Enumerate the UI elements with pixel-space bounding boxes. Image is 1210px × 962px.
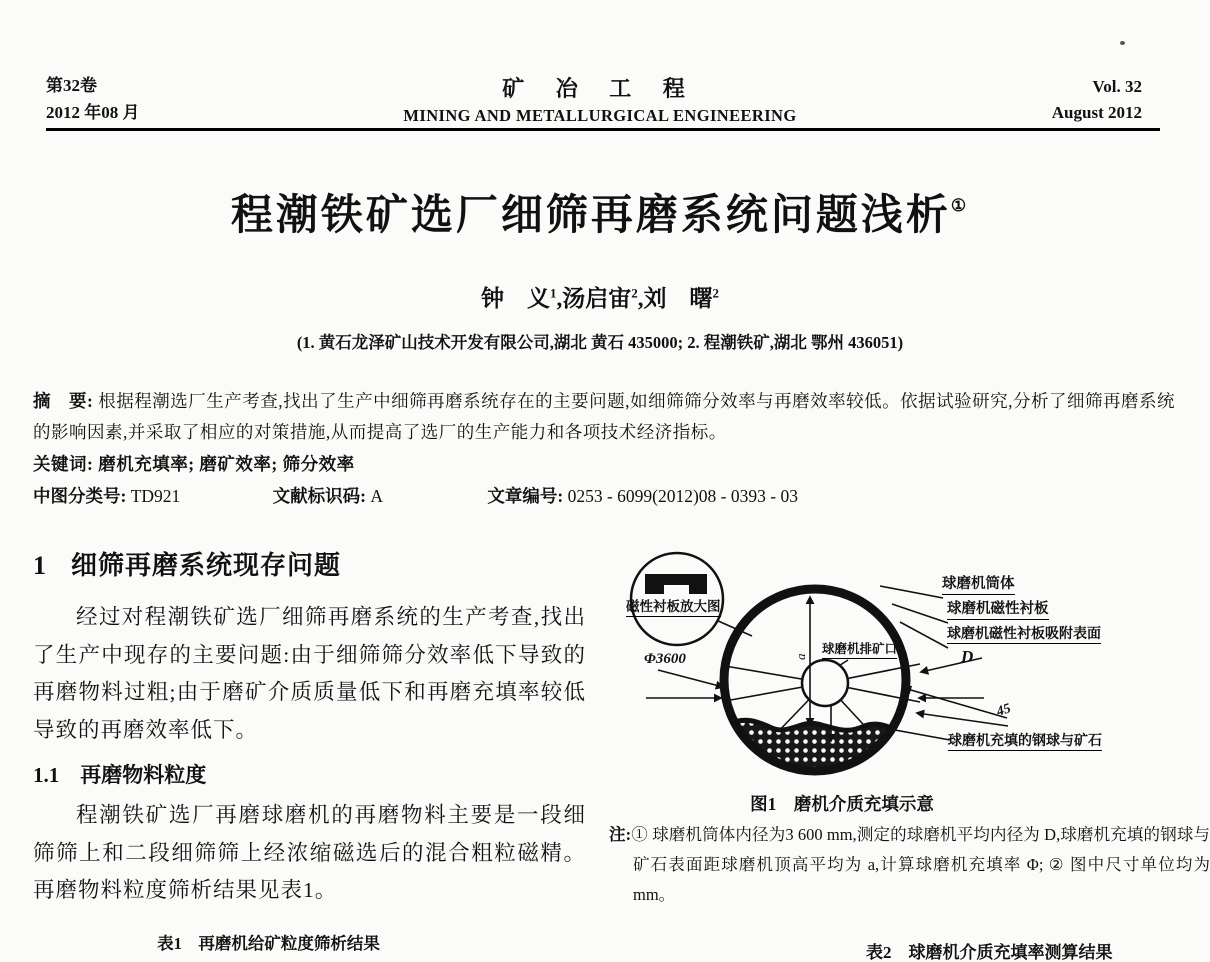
keywords-label: 关键词: xyxy=(33,454,94,474)
affiliation-line: (1. 黄石龙泽矿山技术开发有限公司,湖北 黄石 435000; 2. 程潮铁矿,湖北 鄂州 436051) xyxy=(296,333,904,352)
article-title xyxy=(0,182,1200,242)
figure-label-shell: 球磨机筒体 xyxy=(942,577,1015,595)
keywords-text: 磨机充填率; 磨矿效率; 筛分效率 xyxy=(93,454,355,474)
header-rule xyxy=(46,128,1160,131)
author-line xyxy=(0,280,1200,313)
article-title-text: 程潮铁矿选厂细筛再磨系统问题浅析 xyxy=(230,193,951,239)
section-1-1-heading: 1.1 再磨物料粒度 xyxy=(33,763,207,787)
volume-en: Vol. 32 xyxy=(1092,77,1142,96)
dim-a-label: a xyxy=(793,653,808,660)
journal-title-cn: 矿 冶 工 程 xyxy=(502,76,698,101)
figure-label-phi3600: Φ3600 xyxy=(644,651,686,667)
figure1-caption: 图1 磨机介质充填示意 xyxy=(750,794,934,814)
table2-caption-partial: 表2 球磨机介质充填率测算结果 xyxy=(866,943,1113,962)
author: ,刘 曙$^2$ xyxy=(637,285,719,311)
document-code: 文献标识码: A xyxy=(272,486,383,506)
author: ,汤启宙$^2$ xyxy=(556,285,638,311)
figure-label-discharge-port: 球磨机排矿口 xyxy=(822,643,897,659)
phi-arrow xyxy=(658,670,723,687)
abstract xyxy=(33,386,1175,448)
leader-line xyxy=(880,586,943,598)
clc-number: 中图分类号: TD921 xyxy=(33,486,181,506)
classification-line xyxy=(33,483,798,508)
figure-label-dim-d: D xyxy=(961,647,974,666)
title-footnote-mark: ① xyxy=(950,196,970,215)
figure-label-magnifier: 磁性衬板放大图 xyxy=(626,600,721,617)
date-en: August 2012 xyxy=(1051,103,1142,122)
figure1-note xyxy=(609,820,1210,910)
volume-cn: 第32卷 xyxy=(46,76,97,95)
section-1-1-paragraph: 程潮铁矿选厂再磨球磨机的再磨物料主要是一段细筛筛上和二段细筛筛上经浓缩磁选后的混合粗粒磁精。再磨物料粒度筛析结果见表1。 xyxy=(33,803,586,902)
section-1-paragraph: 经过对程潮铁矿选厂细筛再磨系统的生产考查,找出了生产中现存的主要问题:由于细筛筛分效率低下导致的再磨物料过粗;由于磨矿介质质量低下和再磨充填率较低导致的再磨效率低下。 xyxy=(33,605,586,742)
abstract-text: 根据程潮选厂生产考查,找出了生产中细筛再磨系统存在的主要问题,如细筛筛分效率与再磨效率较低。依据试验研究,分析了细筛再磨系统的影响因素,并采取了相应的对策措施,从而提高了选厂的生产能力和各项技术经济指标。 xyxy=(33,391,1176,442)
figure1-note-text: ① 球磨机筒体内径为3 600 mm,测定的球磨机平均内径为 D,球磨机充填的钢球与矿石表面距球磨机顶高平均为 a,计算球磨机充填率 Φ; ② 图中尺寸单位均为 mm。 xyxy=(631,825,1210,904)
section-1-heading: 1 细筛再磨系统现存问题 xyxy=(33,551,342,580)
leader-line xyxy=(900,622,948,648)
figure1-diagram xyxy=(612,548,1185,790)
journal-title-en: MINING AND METALLURGICAL ENGINEERING xyxy=(403,106,797,125)
figure-label-charge: 球磨机充填的钢球与矿石 xyxy=(948,734,1102,751)
keywords-line xyxy=(33,451,355,476)
header-center xyxy=(0,72,1200,126)
date-cn: 2012 年08 月 xyxy=(46,103,140,122)
author: 钟 义$^1$ xyxy=(481,285,557,311)
discharge-port-circle xyxy=(802,660,848,706)
abstract-label: 摘 要: xyxy=(33,391,94,411)
figure-label-liner: 球磨机磁性衬板 xyxy=(947,602,1049,620)
leader-line xyxy=(892,604,948,623)
left-column xyxy=(33,545,586,954)
figure-label-liner-surface: 球磨机磁性衬板吸附表面 xyxy=(947,627,1101,644)
header-right xyxy=(1052,74,1142,126)
figure-label-dim-45: 45 xyxy=(994,701,1013,720)
table1-caption: 表1 再磨机给矿粒度筛析结果 xyxy=(157,933,380,953)
scan-speck xyxy=(1120,41,1125,45)
article-id: 文章编号: 0253 - 6099(2012)08 - 0393 - 03 xyxy=(487,486,798,506)
figure1-note-label: 注: xyxy=(609,825,632,844)
